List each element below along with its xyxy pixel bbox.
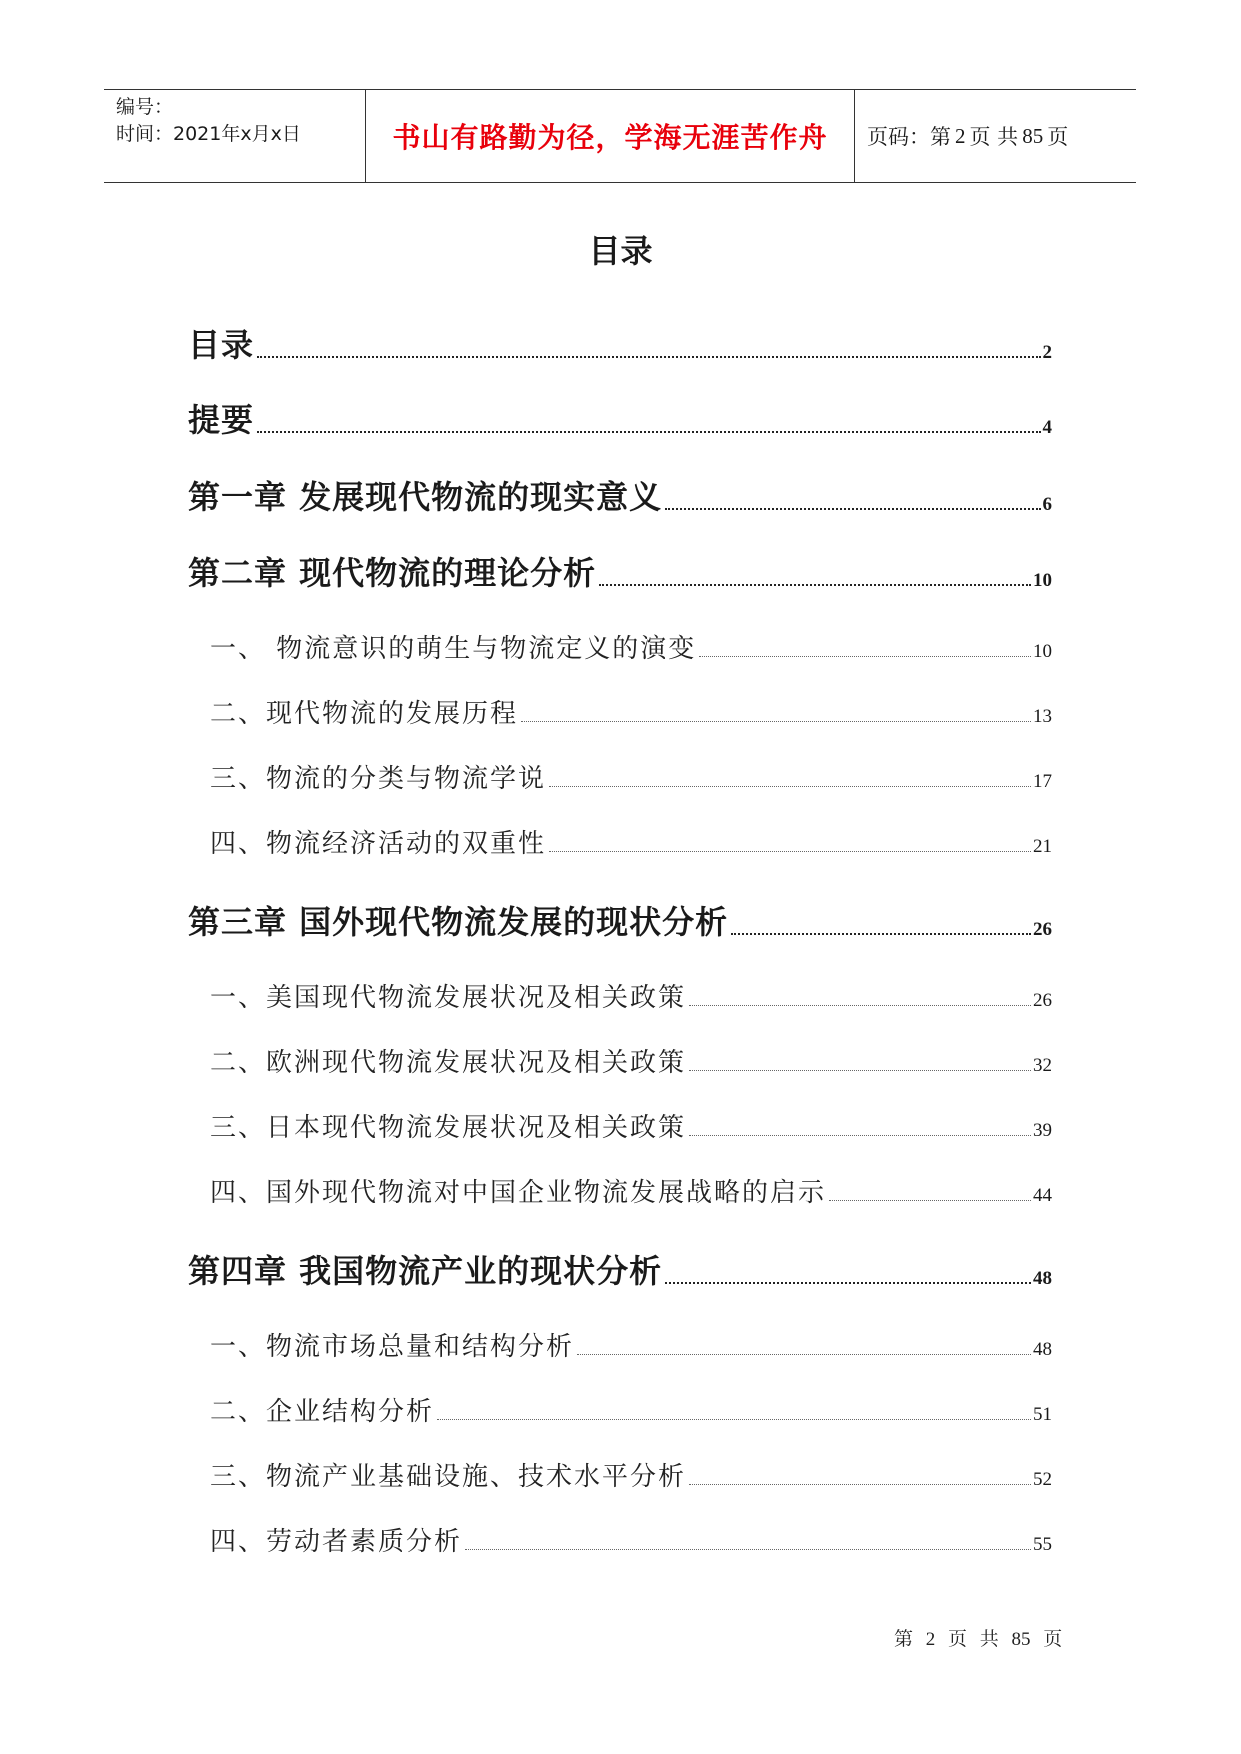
toc-entry-page: 10 (1033, 570, 1052, 591)
toc-entry-page: 52 (1033, 1469, 1052, 1490)
toc-leader-dots (257, 431, 1040, 433)
toc-entry-page: 2 (1042, 342, 1052, 363)
toc-entry-label: 四、国外现代物流对中国企业物流发展战略的启示 (210, 1178, 827, 1208)
toc-leader-dots (731, 933, 1031, 935)
toc-entry-page: 26 (1033, 990, 1052, 1011)
toc-entry[interactable] (188, 1391, 1052, 1428)
toc-entry[interactable] (188, 977, 1052, 1014)
toc-entry-page: 10 (1033, 641, 1052, 662)
toc-entry-label: 第一章 发展现代物流的现实意义 (188, 478, 663, 516)
page-suffix: 页 (1047, 125, 1069, 149)
page-prefix: 页码：第 (867, 125, 951, 149)
toc-entry[interactable] (188, 897, 1052, 943)
toc-entry-label: 目录 (188, 326, 255, 364)
toc-leader-dots (465, 1549, 1031, 1550)
toc-leader-dots (689, 1070, 1031, 1071)
page-footer: 第 2 页 共 85 页 (894, 1629, 1063, 1650)
toc-leader-dots (257, 356, 1040, 358)
toc-leader-dots (665, 1282, 1031, 1284)
toc-entry-page: 44 (1033, 1185, 1052, 1206)
toc-entry-label: 提要 (188, 401, 255, 439)
toc-entry-page: 55 (1033, 1534, 1052, 1555)
toc-entry-label: 第三章 国外现代物流发展的现状分析 (188, 903, 729, 941)
toc-entry-label: 四、物流经济活动的双重性 (210, 829, 547, 859)
header-page-info (855, 90, 1136, 182)
toc-entry-page: 4 (1042, 417, 1052, 438)
toc-entry-label: 第二章 现代物流的理论分析 (188, 554, 597, 592)
toc-entry[interactable] (188, 1172, 1052, 1209)
toc-entry-page: 32 (1033, 1055, 1052, 1076)
header-meta (104, 90, 366, 182)
toc-entry-label: 二、现代物流的发展历程 (210, 699, 519, 729)
toc-leader-dots (689, 1005, 1031, 1006)
page-title: 目录 (588, 232, 653, 270)
page-header (104, 89, 1136, 183)
toc-entry-page: 21 (1033, 836, 1052, 857)
toc-entry[interactable] (188, 472, 1052, 518)
toc-entry[interactable] (188, 1456, 1052, 1493)
toc-entry-label: 第四章 我国物流产业的现状分析 (188, 1252, 663, 1290)
page-total: 85 (1022, 123, 1044, 148)
toc-entry-page: 6 (1042, 494, 1052, 515)
toc-leader-dots (665, 508, 1040, 510)
toc-entry[interactable] (188, 548, 1052, 594)
toc-entry[interactable] (188, 1042, 1052, 1079)
toc-entry[interactable] (188, 1326, 1052, 1363)
toc-entry-label: 一、美国现代物流发展状况及相关政策 (210, 983, 687, 1013)
toc-entry-label: 一、物流市场总量和结构分析 (210, 1332, 575, 1362)
toc-entry-page: 26 (1033, 919, 1052, 940)
toc-entry-label: 二、欧洲现代物流发展状况及相关政策 (210, 1048, 687, 1078)
toc-entry[interactable] (188, 1521, 1052, 1558)
toc-entry[interactable] (188, 758, 1052, 795)
toc-entry-page: 39 (1033, 1120, 1052, 1141)
toc-entry-page: 48 (1033, 1268, 1052, 1289)
toc-entry-page: 48 (1033, 1339, 1052, 1360)
toc-leader-dots (521, 721, 1031, 722)
toc-leader-dots (699, 656, 1031, 657)
toc-leader-dots (549, 786, 1031, 787)
header-motto: 书山有路勤为径，学海无涯苦作舟 (366, 90, 855, 182)
time-label: 时间：2021年x月x日 (116, 123, 301, 145)
toc-entry[interactable] (188, 1246, 1052, 1292)
toc-leader-dots (437, 1419, 1031, 1420)
toc-entry[interactable] (188, 823, 1052, 860)
toc-leader-dots (599, 584, 1031, 586)
toc-leader-dots (689, 1135, 1031, 1136)
toc-leader-dots (577, 1354, 1031, 1355)
toc-entry[interactable] (188, 628, 1052, 665)
toc-entry-page: 17 (1033, 771, 1052, 792)
toc-leader-dots (689, 1484, 1031, 1485)
number-label: 编号： (116, 96, 174, 118)
toc-entry-label: 三、物流的分类与物流学说 (210, 764, 547, 794)
toc-entry[interactable] (188, 1107, 1052, 1144)
toc-entry-page: 13 (1033, 706, 1052, 727)
toc-entry-label: 三、物流产业基础设施、技术水平分析 (210, 1462, 687, 1492)
toc-leader-dots (549, 851, 1031, 852)
page-current: 2 (955, 123, 966, 148)
toc-entry[interactable] (188, 395, 1052, 441)
page-middle: 页 共 (969, 125, 1019, 149)
toc-leader-dots (829, 1200, 1031, 1201)
toc-entry-page: 51 (1033, 1404, 1052, 1425)
toc-entry-label: 一、 物流意识的萌生与物流定义的演变 (210, 634, 697, 664)
toc-entry[interactable] (188, 693, 1052, 730)
toc-entry-label: 四、劳动者素质分析 (210, 1527, 463, 1557)
toc-entry[interactable] (188, 320, 1052, 366)
toc-entry-label: 二、企业结构分析 (210, 1397, 435, 1427)
toc-entry-label: 三、日本现代物流发展状况及相关政策 (210, 1113, 687, 1143)
